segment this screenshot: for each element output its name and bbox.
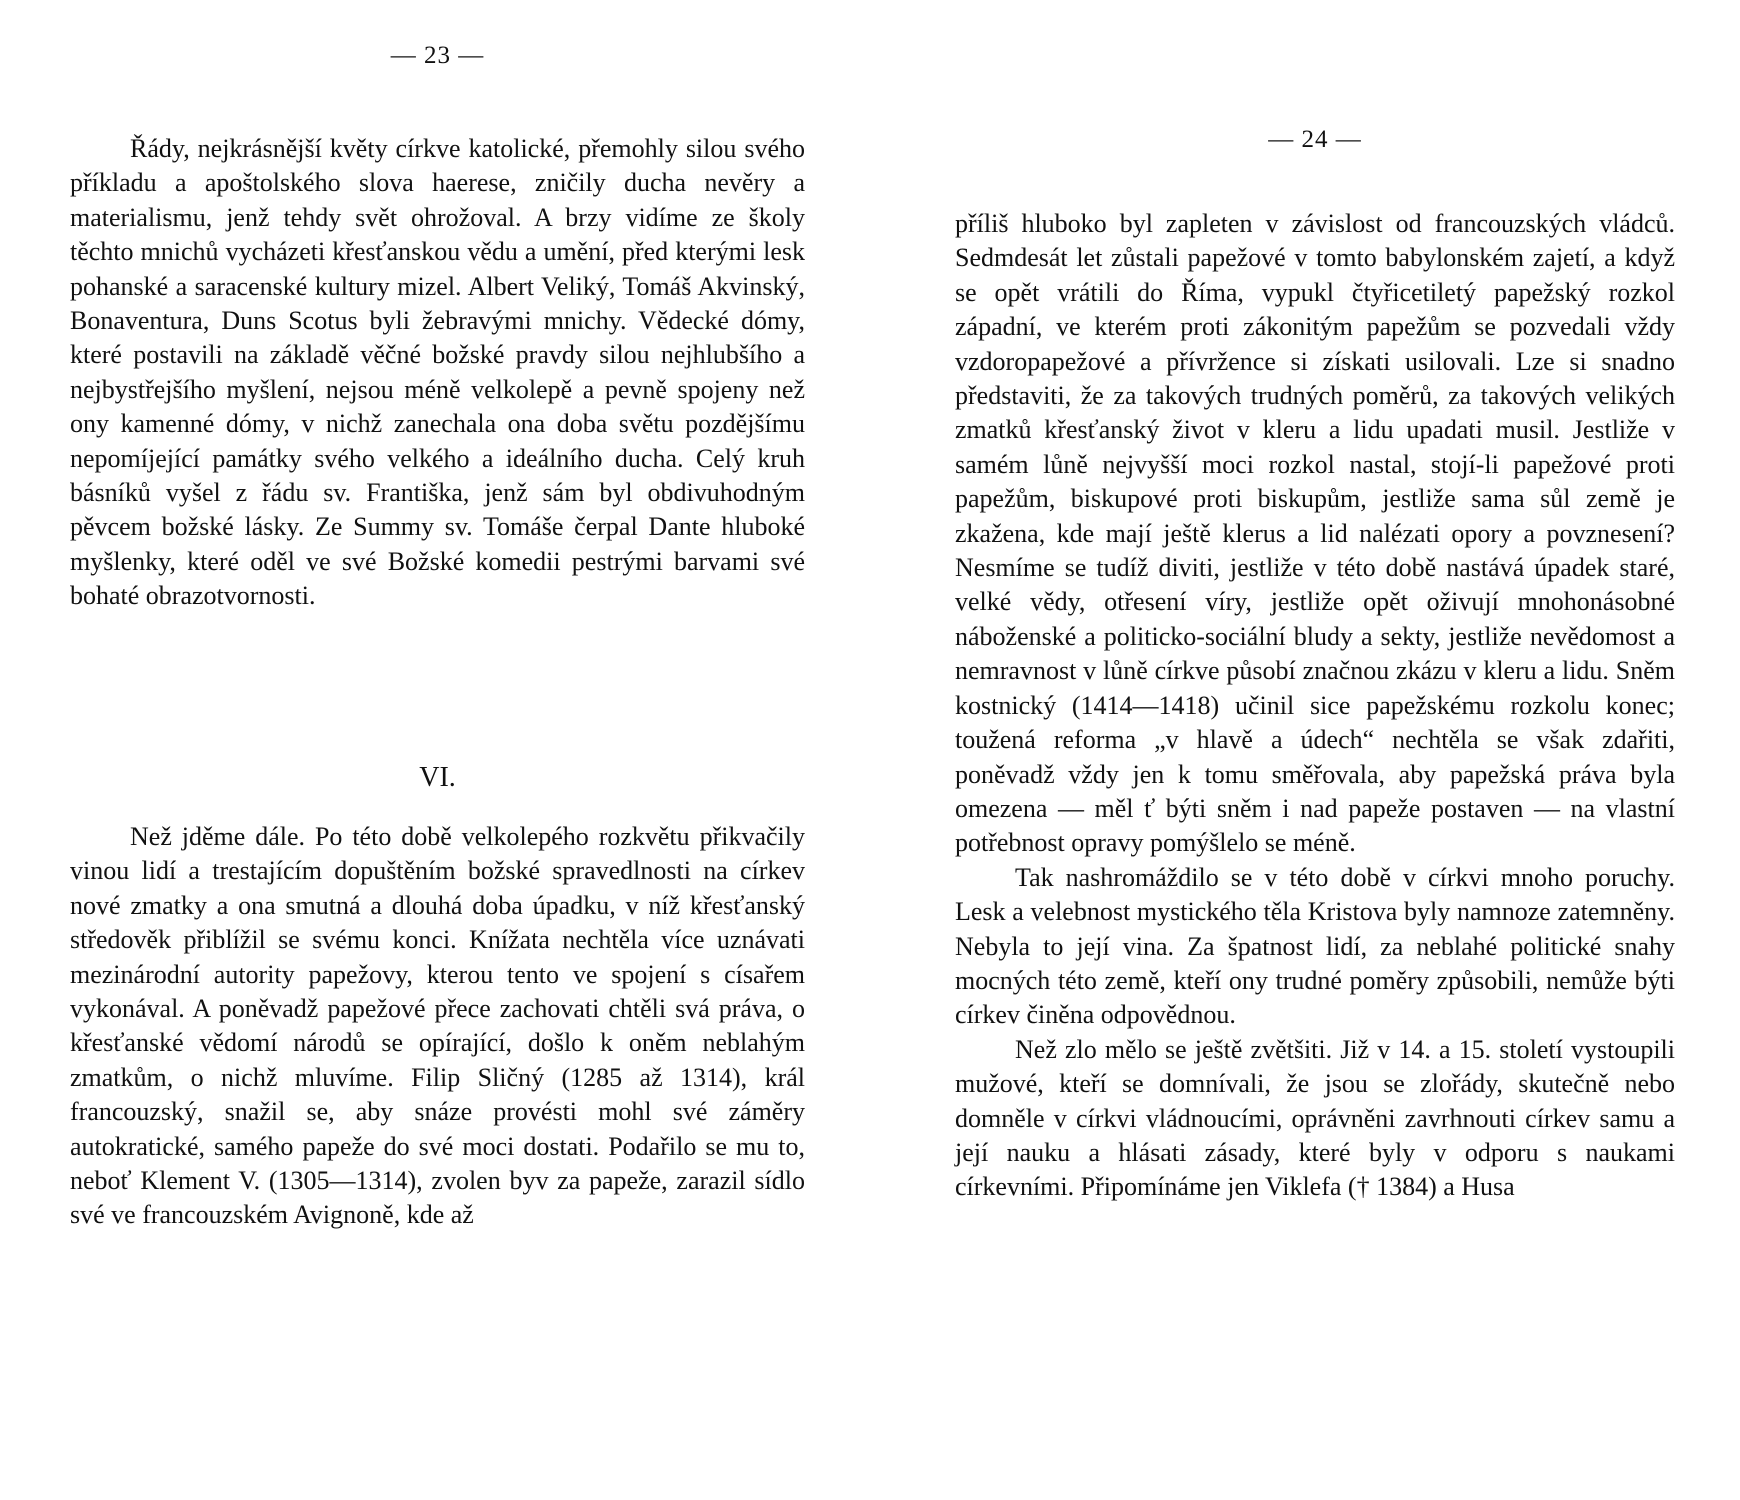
paragraph-text: Řády, nejkrásnější květy církve katolické, přemohly silou svého příkladu a apoštolského slova haerese, zničily ducha nevěry a materialismu, jenž tehdy svět ohrožoval. A brzy vidíme ze školy těchto mnichů vycházeti křesťanskou vědu a umění, před kterými lesk pohanské a saracenské kultury mizel. Albert Veliký, Tomáš Akvinský, Bonaventura, Duns Scotus byli žebravými mnichy. Vědecké dómy, které postavili na základě věčné božské pravdy silou nejhlubšího a nejbystřejšího myšlení, nejsou méně velkolepě a pevně spojeny než ony kamenné dómy, v nichž zanechala ona doba světu pozdějšímu nepomíjející památky svého velkého a ideálního ducha. Celý kruh básníků vyšel z řádu sv. Františka, jenž sám byl obdivuhodným pěvcem božské lásky. Ze Summy sv. Tomáše čerpal Dante hluboké myšlenky, které oděl ve své Božské komedii pestrými barvami své bohaté obrazotvornosti. xyxy=(70,134,805,611)
paragraph-text: Tak nashromáždilo se v této době v církvi mnoho poruchy. Lesk a velebnost mystického těla Kristova byly namnoze zatemněny. Nebyla to její vina. Za špatnost lidí, za neblahé politické snahy mocných této země, kteří ony trudné poměry způsobili, nemůže býti církev činěna odpovědnou. xyxy=(955,862,1675,1030)
left-paragraph-2 xyxy=(70,820,805,1233)
page-number-left: — 23 — xyxy=(390,42,485,69)
page-number-right: — 24 — xyxy=(1268,126,1362,153)
paragraph-text: Než zlo mělo se ještě zvětšiti. Již v 14. a 15. století vystoupili mužové, kteří se domnívali, že jsou se zlořády, skutečně nebo domněle v církvi vládnoucími, oprávněni zavrhnouti církev samu a její nauku a hlásati zásady, které byly v odporu s naukami církevními. Připomínáme jen Viklefa († 1384) a Husa xyxy=(955,1034,1675,1202)
right-text-column xyxy=(955,207,1675,1205)
section-heading: VI. xyxy=(419,762,456,793)
paragraph-text: příliš hluboko byl zapleten v závislost od francouzských vládců. Sedmdesát let zůstali papežové v tomto babylonském zajetí, a když se opět vrátili do Říma, vypukl čtyřicetiletý papežský rozkol západní, ve kterém proti zákonitým papežům se pozvedali vždy vzdoropapežové a přívržence si získati usilovali. Lze si snadno představiti, že za takových trudných poměrů, za takových velikých zmatků křesťanský život v kleru a lidu upadati musil. Jestliže v samém lůně nejvyšší moci rozkol nastal, stojí-li papežové proti papežům, biskupové proti biskupům, jestliže sama sůl země je zkažena, kde mají ještě klerus a lid nalézati opory a povznesení? Nesmíme se tudíž diviti, jestliže v této době nastává úpadek staré, velké vědy, otřesení víry, jestliže opět oživují mnohonásobné náboženské a politicko-sociální bludy a sekty, jestliže nevědomost a nemravnost v lůně církve působí značnou zkázu v kleru a lidu. Sněm kostnický (1414—1418) učinil sice papežskému rozkolu konec; toužená reforma „v hlavě a údech“ nechtěla se však zdařiti, poněvadž vždy jen k tomu směřovala, aby papežská práva byla omezena — měl ť býti sněm i nad papeže postaven — na vlastní potřebnost opravy pomýšlelo se méně. xyxy=(955,209,1675,858)
paragraph-text: Než jděme dále. Po této době velkolepého rozkvětu přikvačily vinou lidí a trestajícím dopuštěním božské spravedlnosti na církev nové zmatky a ona smutná a dlouhá doba úpadku, v níž křesťanský středověk přiblížil se svému konci. Knížata nechtěla více uznávati mezinárodní autority papežovy, kterou tento ve spojení s císařem vykonával. A poněvadž papežové přece zachovati chtěli svá práva, o křesťanské vědomí národů se opírající, došlo k oněm neblahým zmatkům, o nichž mluvíme. Filip Sličný (1285 až 1314), král francouzský, snažil se, aby snáze provésti mohl své záměry autokratické, samého papeže do své moci dostati. Podařilo se mu to, neboť Klement V. (1305—1314), zvolen byv za papeže, zarazil sídlo své ve francouzském Avignoně, kde až xyxy=(70,822,805,1230)
left-paragraph-1 xyxy=(70,132,805,614)
